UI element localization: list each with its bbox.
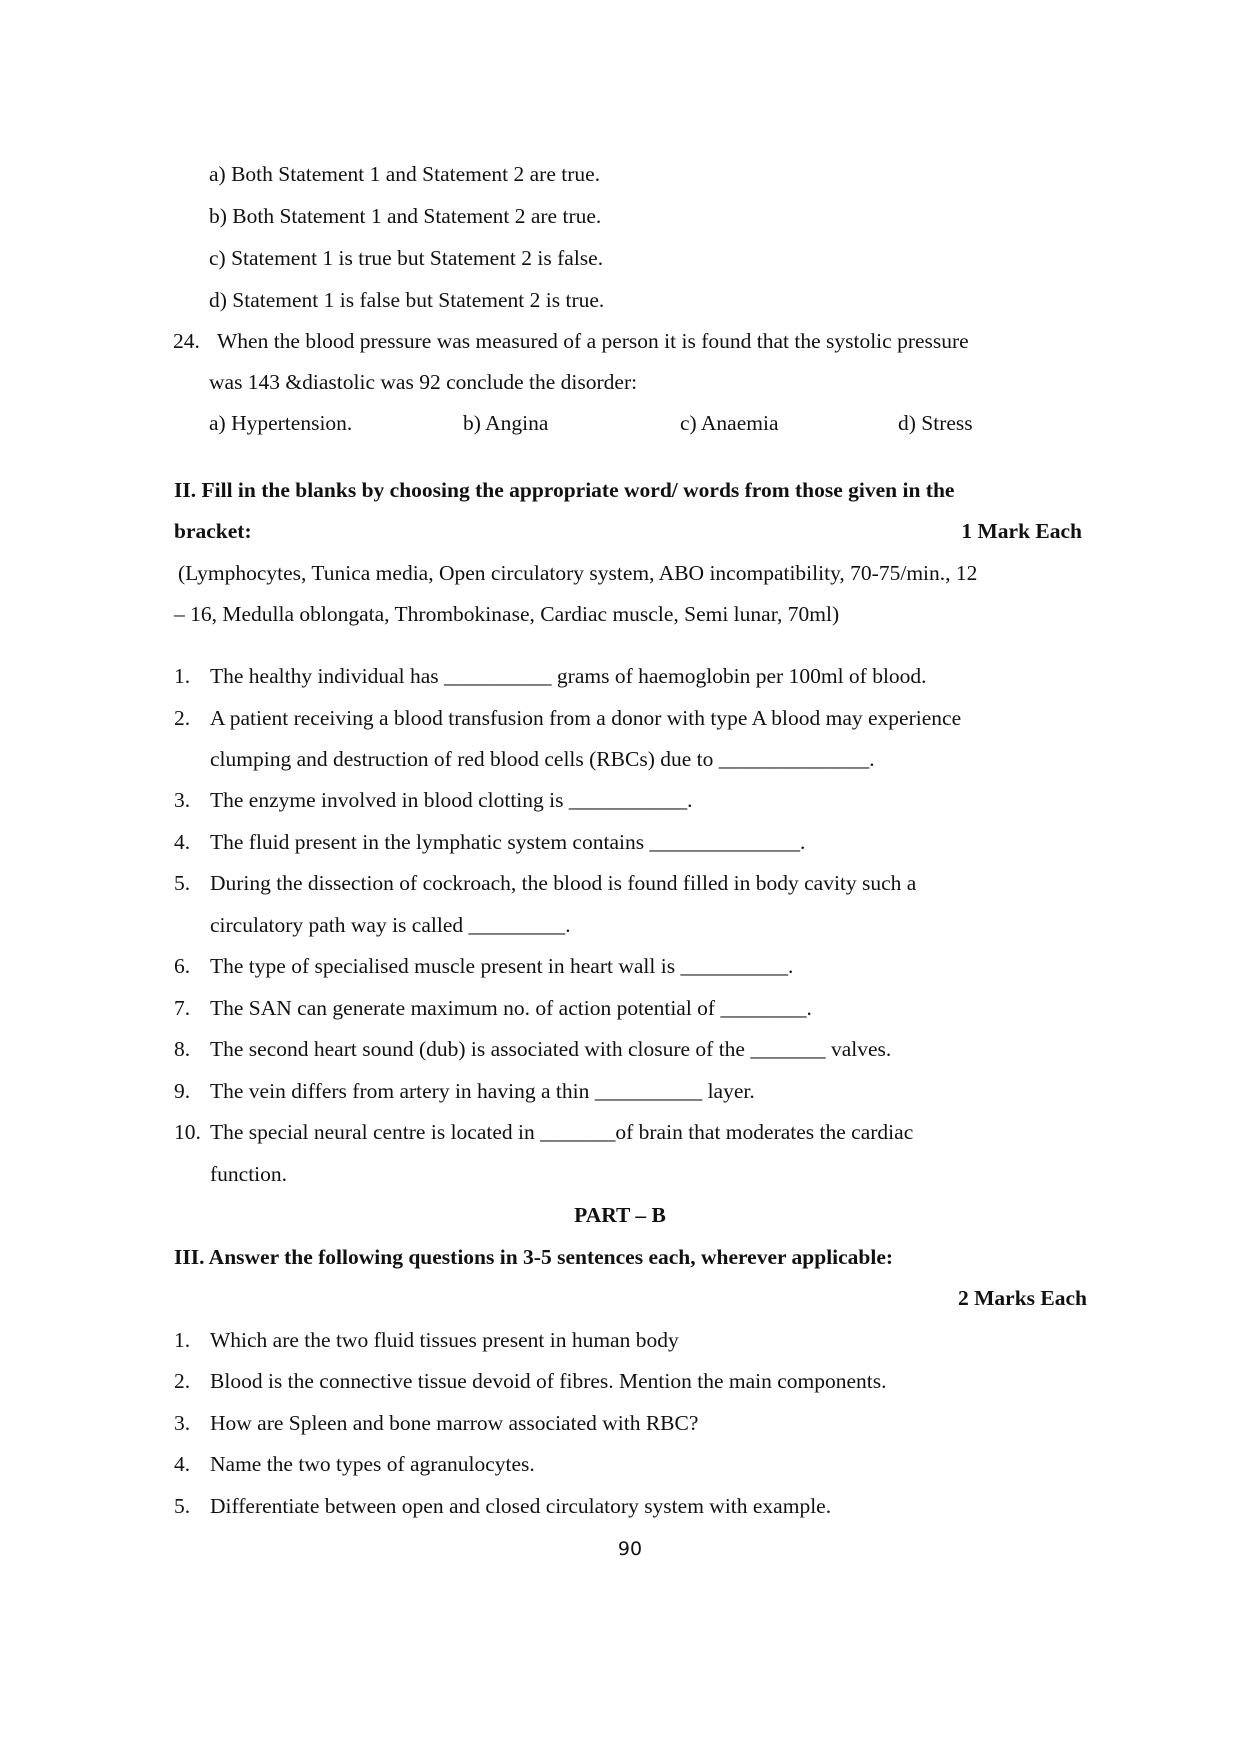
q23-option-c: c) Statement 1 is true but Statement 2 is false. [209, 246, 604, 270]
fill-item-10-continuation: function. [210, 1162, 288, 1186]
page-number: 90 [617, 1538, 643, 1560]
q24-text-line2: was 143 &diastolic was 92 conclude the disorder: [209, 370, 638, 394]
q23-option-b: b) Both Statement 1 and Statement 2 are true. [209, 204, 602, 228]
fill-item-9 [174, 1081, 755, 1103]
part-b-item-5-number: 5. [174, 1494, 191, 1518]
part-b-heading: III. Answer the following questions in 3-5 sentences each, wherever applicable: [174, 1245, 894, 1269]
part-b-item-3-text: How are Spleen and bone marrow associated with RBC? [210, 1411, 699, 1435]
fill-item-5 [174, 873, 916, 895]
fill-item-8-text: The second heart sound (dub) is associated with closure of the _______ valves. [210, 1037, 892, 1061]
fill-item-8 [174, 1039, 891, 1061]
q24-option-a: a) Hypertension. [209, 411, 353, 435]
fill-item-3-number: 3. [174, 788, 191, 812]
part-b-item-4-number: 4. [174, 1452, 191, 1476]
q24-options [0, 413, 1240, 437]
q23-option-d: d) Statement 1 is false but Statement 2 is true. [209, 288, 605, 312]
fill-item-10 [174, 1122, 913, 1144]
section2-bracket-line1: (Lymphocytes, Tunica media, Open circulatory system, ABO incompatibility, 70-75/min., 12 [178, 561, 978, 585]
q24-number: 24. [173, 329, 200, 353]
fill-item-1 [174, 666, 927, 688]
fill-item-5-text: During the dissection of cockroach, the blood is found filled in body cavity such a [210, 871, 917, 895]
fill-item-8-number: 8. [174, 1037, 191, 1061]
part-b-item-1-number: 1. [174, 1328, 191, 1352]
section2-heading-line1: II. Fill in the blanks by choosing the appropriate word/ words from those given in the [174, 478, 955, 502]
q24-text-line1: When the blood pressure was measured of a person it is found that the systolic pressure [217, 329, 969, 353]
part-b-item-3 [174, 1413, 698, 1435]
q24-option-d: d) Stress [898, 411, 973, 435]
q24-option-b: b) Angina [463, 411, 549, 435]
fill-item-2 [174, 708, 961, 730]
part-b-item-2 [174, 1371, 887, 1393]
part-b-marks: 2 Marks Each [958, 1286, 1087, 1310]
q23-option-a: a) Both Statement 1 and Statement 2 are true. [209, 162, 601, 186]
fill-item-9-number: 9. [174, 1079, 191, 1103]
fill-item-7-text: The SAN can generate maximum no. of action potential of ________. [210, 996, 812, 1020]
part-b-item-2-text: Blood is the connective tissue devoid of fibres. Mention the main components. [210, 1369, 887, 1393]
fill-item-4-number: 4. [174, 830, 191, 854]
section2-marks: 1 Mark Each [961, 519, 1082, 543]
fill-item-1-number: 1. [174, 664, 191, 688]
fill-item-3-text: The enzyme involved in blood clotting is ___________. [210, 788, 693, 812]
fill-item-5-number: 5. [174, 871, 191, 895]
fill-item-5-continuation: circulatory path way is called _________. [210, 913, 571, 937]
section2-heading-line2: bracket: [174, 519, 252, 543]
fill-item-3 [174, 790, 693, 812]
fill-item-2-number: 2. [174, 706, 191, 730]
fill-item-2-text: A patient receiving a blood transfusion from a donor with type A blood may experience [210, 706, 962, 730]
section2-bracket-line2: – 16, Medulla oblongata, Thrombokinase, Cardiac muscle, Semi lunar, 70ml) [174, 602, 840, 626]
fill-item-6-number: 6. [174, 954, 191, 978]
fill-item-4-text: The fluid present in the lymphatic system contains ______________. [210, 830, 806, 854]
fill-item-7-number: 7. [174, 996, 191, 1020]
part-b-item-4 [174, 1454, 535, 1476]
fill-item-7 [174, 998, 812, 1020]
fill-item-4 [174, 832, 805, 854]
part-b-item-5-text: Differentiate between open and closed circulatory system with example. [210, 1494, 832, 1518]
part-b-item-3-number: 3. [174, 1411, 191, 1435]
fill-item-9-text: The vein differs from artery in having a thin __________ layer. [210, 1079, 755, 1103]
fill-item-6-text: The type of specialised muscle present in heart wall is __________. [210, 954, 794, 978]
fill-item-6 [174, 956, 793, 978]
fill-item-10-number: 10. [174, 1120, 201, 1144]
part-b-title: PART – B [574, 1203, 666, 1227]
part-b-item-1 [174, 1330, 679, 1352]
fill-item-10-text: The special neural centre is located in _______of brain that moderates the cardiac [210, 1120, 914, 1144]
part-b-item-5 [174, 1496, 831, 1518]
part-b-item-2-number: 2. [174, 1369, 191, 1393]
q24-option-c: c) Anaemia [680, 411, 779, 435]
fill-item-1-text: The healthy individual has __________ grams of haemoglobin per 100ml of blood. [210, 664, 927, 688]
fill-item-2-continuation: clumping and destruction of red blood cells (RBCs) due to ______________. [210, 747, 875, 771]
part-b-item-4-text: Name the two types of agranulocytes. [210, 1452, 535, 1476]
part-b-item-1-text: Which are the two fluid tissues present in human body [210, 1328, 679, 1352]
